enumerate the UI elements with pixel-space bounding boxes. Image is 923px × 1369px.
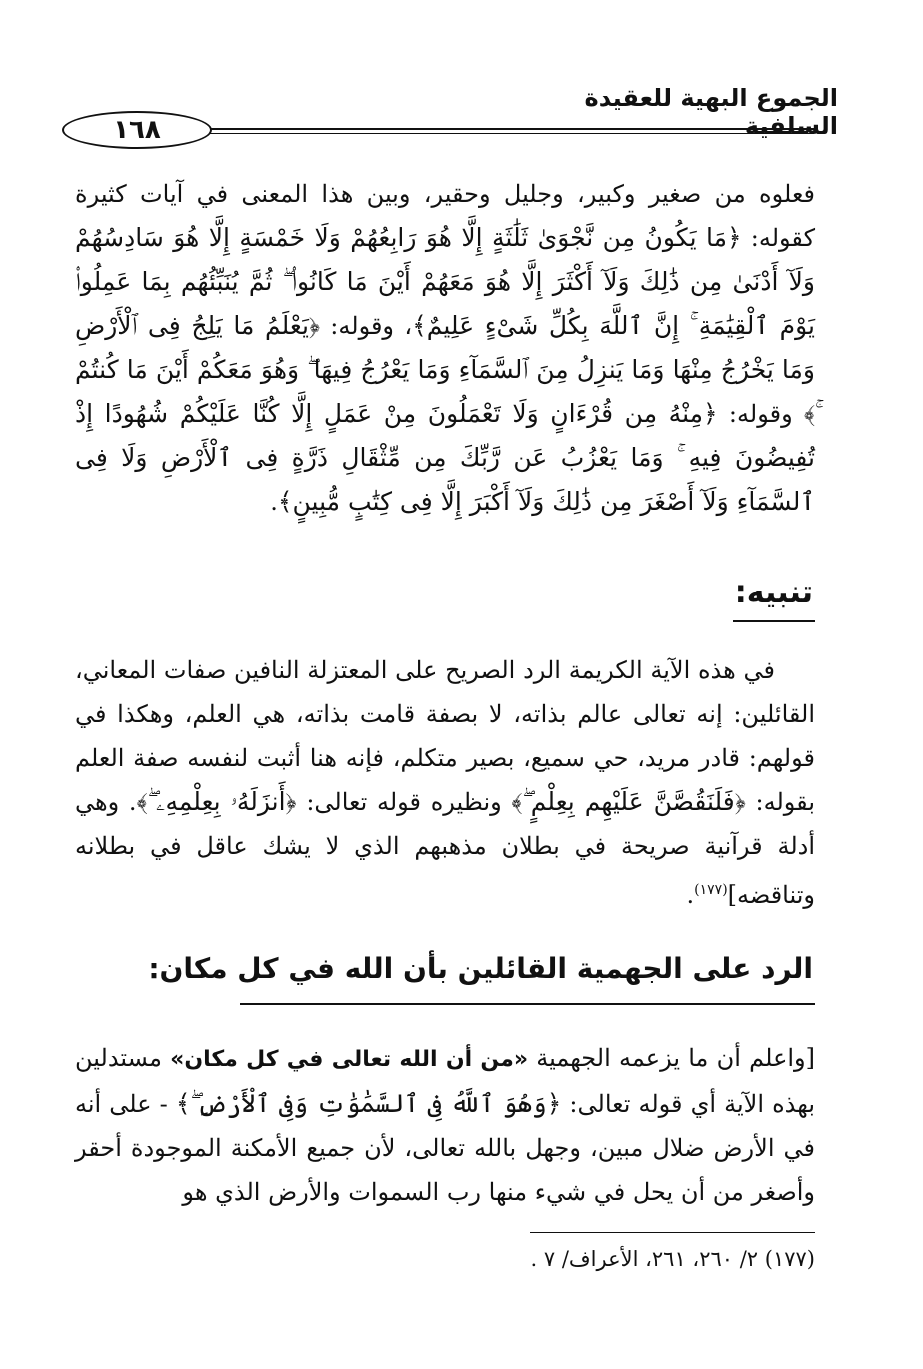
paragraph-text: ونظيره قوله تعالى: bbox=[296, 788, 512, 816]
paragraph-text: . bbox=[270, 488, 278, 516]
paragraph-text: . bbox=[686, 881, 695, 909]
paragraph-radd bbox=[75, 1036, 815, 1214]
footnote: (١٧٧) ٢/ ٢٦٠، ٢٦١، الأعراف/ ٧ . bbox=[530, 1247, 815, 1271]
paragraph-text: وقوله: bbox=[717, 400, 804, 428]
section-heading-radd: الرد على الجهمية القائلين بأن الله في كل مكان: bbox=[148, 952, 813, 985]
bold-quote: «من أن الله تعالى في كل مكان» bbox=[170, 1047, 529, 1072]
quran-verse: ﴿فَلَنَقُصَّنَّ عَلَيْهِم بِعِلْمٍ ۖ﴾ bbox=[511, 787, 746, 816]
paragraph-text: - على أنه في الأرض ضلال مبين، وجهل بالله تعالى، لأن جميع الأمكنة الموجودة أحقر وأصغر من أن يحل في شيء منها رب السموات والأرض الذي هو bbox=[75, 1090, 815, 1206]
paragraph-text: [واعلم أن ما يزعمه الجهمية bbox=[528, 1044, 816, 1072]
footnote-rule bbox=[530, 1232, 815, 1233]
quran-verse: ﴿مِنْهُ مِن قُرْءَانٍ وَلَا تَعْمَلُونَ مِنْ عَمَلٍ إِلَّا كُنَّا عَلَيْكُمْ شُهُودًا إِذْ تُفِيضُونَ فِيهِ ۚ وَمَا يَعْزُبُ عَن رَّبِّكَ مِن مِّثْقَالِ ذَرَّةٍ فِى ٱلْأَرْضِ وَلَا فِى ٱلسَّمَآءِ وَلَآ أَصْغَرَ مِن ذَٰلِكَ وَلَآ أَكْبَرَ إِلَّا فِى كِتَٰبٍ مُّبِينٍ﴾ bbox=[75, 399, 815, 516]
footnote-reference[interactable]: (١٧٧) bbox=[694, 882, 728, 898]
paragraph-verses bbox=[75, 172, 815, 524]
paragraph-tanbih bbox=[75, 648, 815, 917]
section-heading-tanbih: تنبيه: bbox=[734, 575, 813, 610]
running-title: الجموع البهية للعقيدة السلفية bbox=[584, 84, 838, 140]
quran-verse: ﴿يَعْلَمُ مَا يَلِجُ فِى ٱلْأَرْضِ وَمَا يَخْرُجُ مِنْهَا وَمَا يَنزِلُ مِنَ ٱلسَّمَآءِ وَمَا يَعْرُجُ فِيهَا ۖ وَهُوَ مَعَكُمْ أَيْنَ مَا كُنتُمْ ۚ﴾ bbox=[75, 311, 816, 428]
paragraph-text: ، وقوله: bbox=[319, 312, 413, 340]
paragraph-text: مستدلين بهذه الآية أي قوله تعالى: bbox=[75, 1044, 816, 1118]
quran-verse: ﴿وَهُوَ ٱللَّهُ فِى ٱلسَّمَٰوَٰتِ وَفِى ٱلْأَرْضِ ۖ﴾ bbox=[175, 1089, 562, 1118]
quran-verse: ﴿أَنزَلَهُۥ بِعِلْمِهِۦ ۖ﴾ bbox=[136, 787, 297, 816]
paragraph-text: في هذه الآية الكريمة الرد الصريح على المعتزلة النافين صفات المعاني، القائلين: إنه تعالى عالم بذاته، لا بصفة قامت بذاته، هي العلم، وهكذا في قولهم: قادر مريد، حي سميع، بصير متكلم، فإنه هنا أثبت لنفسه صفة العلم بقوله: bbox=[75, 656, 815, 816]
paragraph-text: فعلوه من صغير وكبير، وجليل وحقير، وبين هذا المعنى في آيات كثيرة كقوله: bbox=[75, 180, 816, 252]
heading-underline bbox=[733, 620, 815, 622]
paragraph-text: . وهي أدلة قرآنية صريحة في بطلان مذهبهم الذي لا يشك عاقل في بطلانه وتناقضه] bbox=[75, 788, 815, 909]
quran-verse: ﴿مَا يَكُونُ مِن نَّجْوَىٰ ثَلَٰثَةٍ إِلَّا هُوَ رَابِعُهُمْ وَلَا خَمْسَةٍ إِلَّا هُوَ سَادِسُهُمْ وَلَآ أَدْنَىٰ مِن ذَٰلِكَ وَلَآ أَكْثَرَ إِلَّا هُوَ مَعَهُمْ أَيْنَ مَا كَانُوا۟ ۖ ثُمَّ يُنَبِّئُهُم بِمَا عَمِلُوا۟ يَوْمَ ٱلْقِيَٰمَةِ ۚ إِنَّ ٱللَّهَ بِكُلِّ شَىْءٍ عَلِيمٌ﴾ bbox=[75, 223, 815, 340]
page-number: ١٦٨ bbox=[62, 111, 212, 149]
heading-underline bbox=[240, 1003, 815, 1005]
